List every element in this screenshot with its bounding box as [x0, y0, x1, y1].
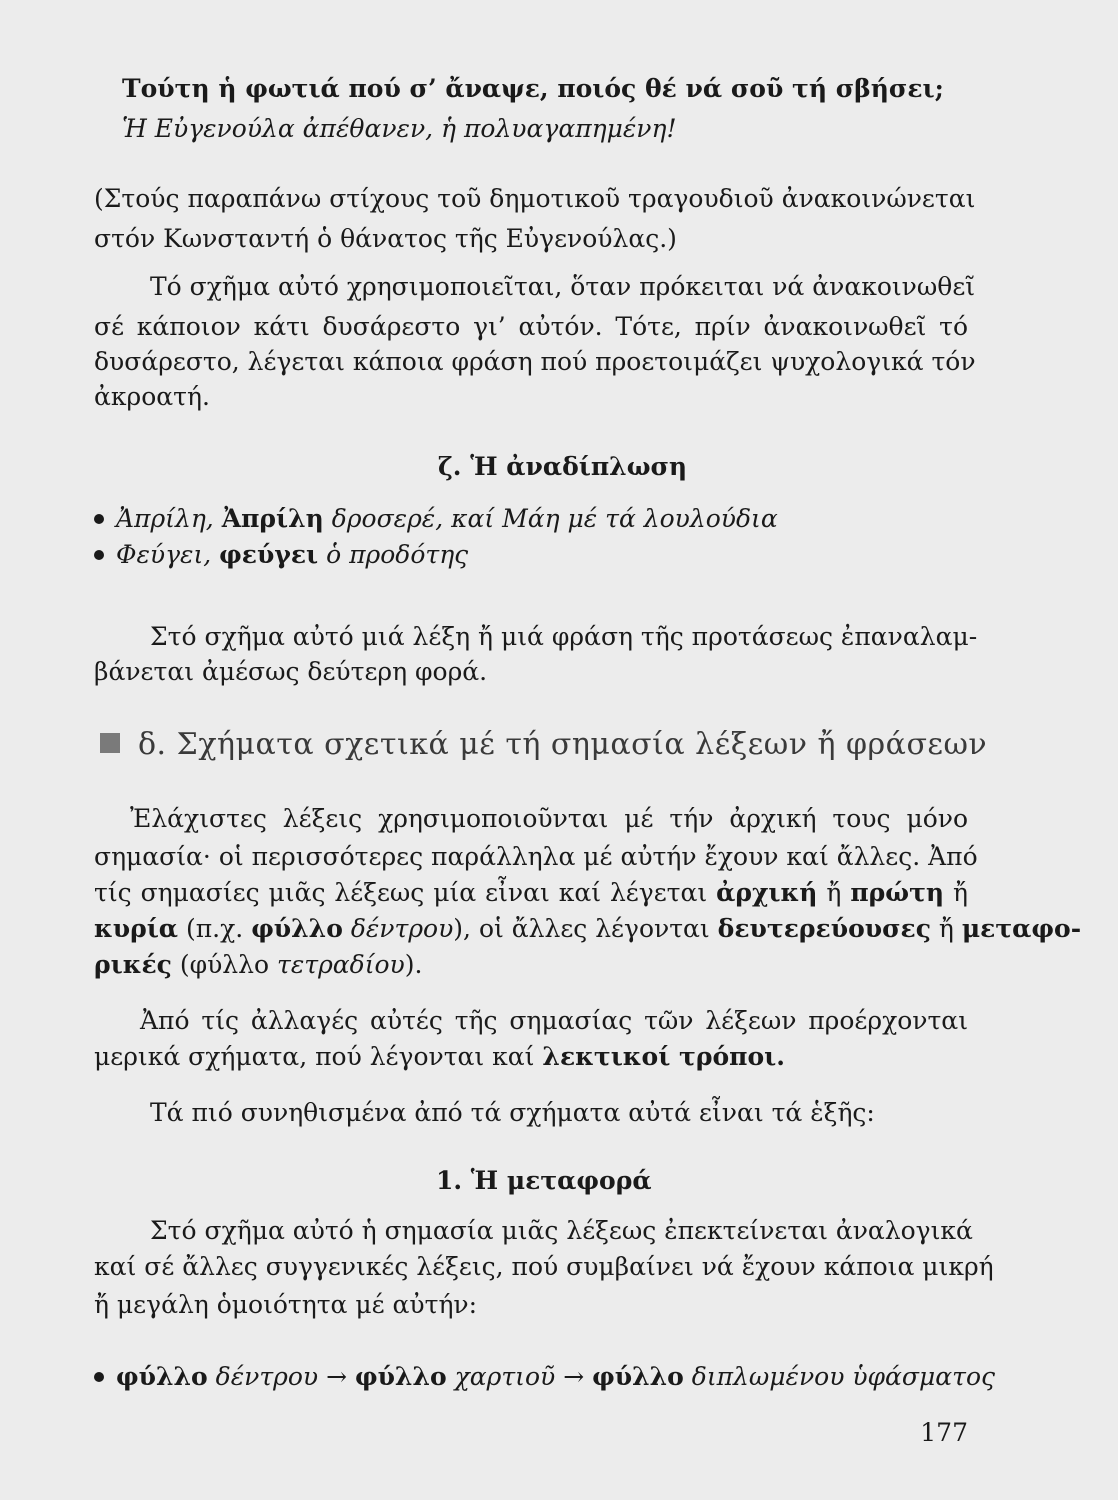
para1-line-1: Τό σχῆμα αὐτό χρησιμοποιεῖται, ὅταν πρόκειται νά ἀνακοινωθεῖ — [150, 272, 976, 301]
para6-line-2: καί σέ ἄλλες συγγενικές λέξεις, πού συμβαίνει νά ἔχουν κάποια μικρή — [94, 1252, 994, 1281]
example-z-1: Ἀπρίλη, Ἀπρίλη δροσερέ, καί Μάη μέ τά λουλούδια — [94, 502, 968, 536]
page-number: 177 — [920, 1418, 968, 1447]
para1-line-2: σέ κάποιον κάτι δυσάρεστο γι’ αὐτόν. Τότε, πρίν ἀνακοινωθεῖ τό — [94, 312, 968, 341]
para3-line-2: σημασία· οἱ περισσότερες παράλληλα μέ αὐτήν ἔχουν καί ἄλλες. Ἀπό — [94, 842, 978, 871]
arrow-right-icon: → — [563, 1362, 585, 1391]
note-line-2: στόν Κωνσταντή ὁ θάνατος τῆς Εὐγενούλας.) — [94, 224, 677, 253]
bullet-icon — [94, 550, 104, 560]
section-heading-d: δ. Σχήματα σχετικά μέ τή σημασία λέξεων ἤ φράσεων — [100, 728, 970, 762]
para5-line-1: Τά πιό συνηθισμένα ἀπό τά σχήματα αὐτά εἶναι τά ἑξῆς: — [150, 1098, 875, 1127]
para2-line-1: Στό σχῆμα αὐτό μιά λέξη ἤ μιά φράση τῆς προτάσεως ἐπαναλαμ- — [150, 622, 978, 651]
verse-line-2: Ἡ Εὐγενούλα ἀπέθανεν, ἡ πολυαγαπημένη! — [122, 114, 677, 143]
arrow-right-icon: → — [326, 1362, 348, 1391]
para3-line-4: κυρία (π.χ. φύλλο δέντρου), οἱ ἄλλες λέγονται δευτερεύουσες ἤ μεταφο- — [94, 914, 1082, 943]
para1-line-3: δυσάρεστο, λέγεται κάποια φράση πού προετοιμάζει ψυχολογικά τόν — [94, 347, 976, 376]
example-metaphor: φύλλο δέντρου → φύλλο χαρτιοῦ → φύλλο διπλωμένου ὑφάσματος — [94, 1360, 968, 1394]
note-line-1: (Στούς παραπάνω στίχους τοῦ δημοτικοῦ τραγουδιοῦ ἀνακοινώνεται — [94, 184, 976, 213]
para2-line-2: βάνεται ἀμέσως δεύτερη φορά. — [94, 657, 488, 686]
para1-line-4: ἀκροατή. — [94, 382, 210, 411]
para6-line-3: ἤ μεγάλη ὁμοιότητα μέ αὐτήν: — [94, 1290, 478, 1319]
bullet-icon — [94, 514, 104, 524]
para3-line-5: ρικές (φύλλο τετραδίου). — [94, 950, 423, 979]
para3-line-3: τίς σημασίες μιᾶς λέξεως μία εἶναι καί λέγεται ἀρχική ἤ πρώτη ἤ — [94, 878, 969, 907]
example-z-2: Φεύγει, φεύγει ὁ προδότης — [94, 538, 968, 572]
bullet-icon — [94, 1372, 104, 1382]
verse-line-1: Τούτη ἡ φωτιά πού σ’ ἄναψε, ποιός θέ νά σοῦ τή σβήσει; — [122, 74, 944, 103]
section-heading-1: 1. Ἡ μεταφορά — [436, 1166, 652, 1195]
section-heading-z: ζ. Ἡ ἀναδίπλωση — [438, 452, 688, 481]
para3-line-1: Ἐλάχιστες λέξεις χρησιμοποιοῦνται μέ τήν ἀρχική τους μόνο — [130, 804, 968, 833]
para4-line-2: μερικά σχήματα, πού λέγονται καί λεκτικοί τρόποι. — [94, 1042, 785, 1071]
para6-line-1: Στό σχῆμα αὐτό ἡ σημασία μιᾶς λέξεως ἐπεκτείνεται ἀναλογικά — [150, 1216, 973, 1245]
para4-line-1: Ἀπό τίς ἀλλαγές αὐτές τῆς σημασίας τῶν λέξεων προέρχονται — [140, 1006, 968, 1035]
section-square-icon — [100, 733, 120, 753]
